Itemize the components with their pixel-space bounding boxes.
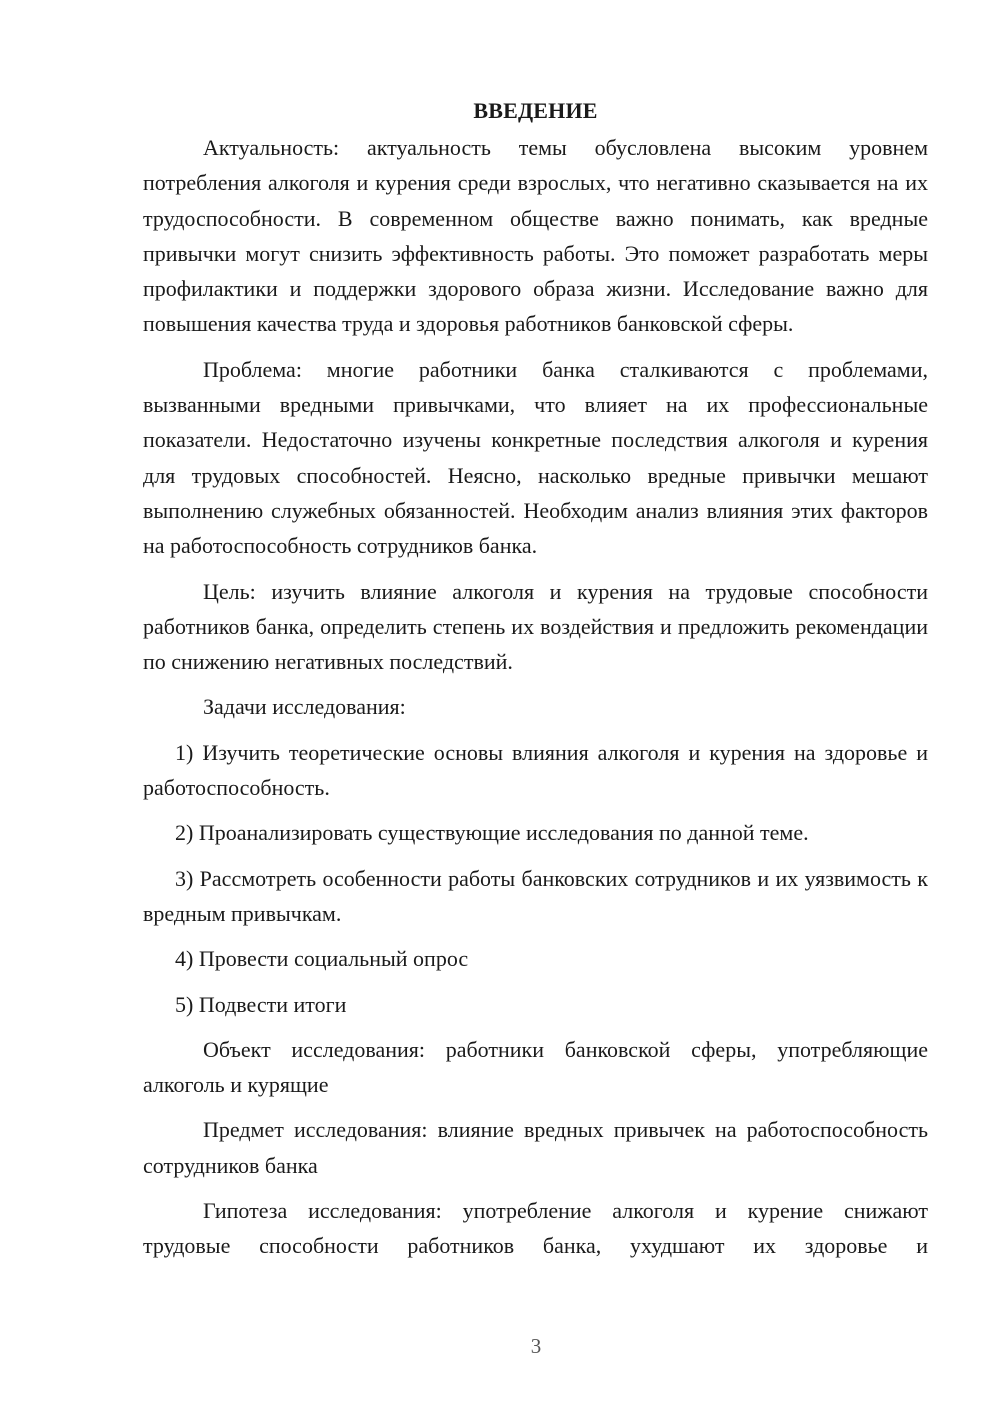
section-title: ВВЕДЕНИЕ bbox=[473, 98, 598, 123]
task-item-3: 3) Рассмотреть особенности работы банковских сотрудников и их уязвимость к вредным привычкам. bbox=[143, 865, 928, 926]
document-page bbox=[143, 96, 928, 1274]
task-item-2: 2) Проанализировать существующие исследования по данной теме. bbox=[175, 820, 809, 846]
task-item-1: 1) Изучить теоретические основы влияния алкоголя и курения на здоровье и работоспособность. bbox=[143, 739, 928, 801]
subject-paragraph: Предмет исследования: влияние вредных привычек на работоспособность сотрудников банка bbox=[143, 1117, 928, 1178]
task-item-4: 4) Провести социальный опрос bbox=[175, 946, 469, 972]
object-paragraph: Объект исследования: работники банковской сферы, употребляющие алкоголь и курящие bbox=[143, 1036, 928, 1098]
goal-paragraph: Цель: изучить влияние алкоголя и курения на трудовые способности работников банка, определить степень их воздействия и предложить рекомендации по снижению негативных последствий. bbox=[143, 578, 928, 675]
problem-paragraph: Проблема: многие работники банка сталкиваются с проблемами, вызванными вредными привычками, что влияет на их профессиональные показатели. Недостаточно изучены конкретные последствия алкоголя и курения для трудовых способностей. Неясно, насколько вредные привычки мешают выполнению служебных обязанностей. Необходим анализ влияния этих факторов на работоспособность сотрудников банка. bbox=[143, 356, 928, 559]
page-number: 3 bbox=[530, 1334, 542, 1358]
hypothesis-paragraph: Гипотеза исследования: употребление алкоголя и курение снижают трудовые способности работников банка, ухудшают их здоровье и bbox=[143, 1198, 928, 1259]
relevance-paragraph: Актуальность: актуальность темы обусловлена высоким уровнем потребления алкоголя и курения среди взрослых, что негативно сказывается на их трудоспособности. В современном обществе важно понимать, как вредные привычки могут снизить эффективность работы. Это поможет разработать меры профилактики и поддержки здорового образа жизни. Исследование важно для повышения качества труда и здоровья работников банковской сферы. bbox=[143, 135, 928, 337]
task-item-5: 5) Подвести итоги bbox=[175, 991, 347, 1017]
tasks-heading: Задачи исследования: bbox=[203, 694, 406, 720]
